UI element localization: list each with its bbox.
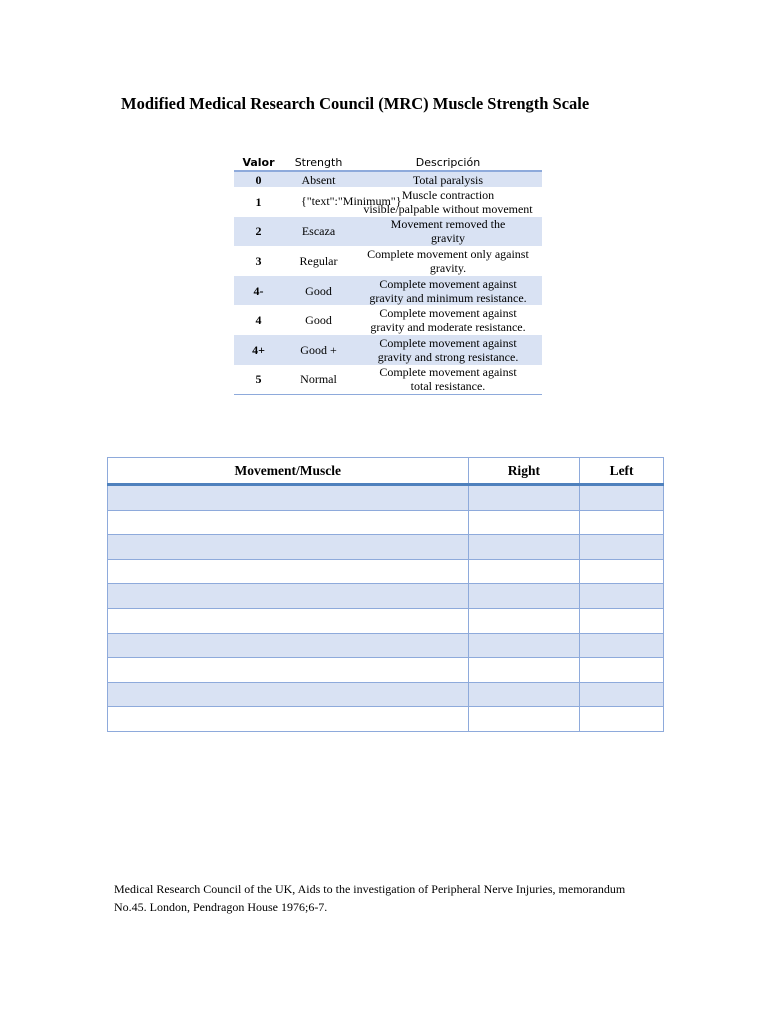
movement-cell[interactable] (108, 707, 469, 732)
grade-description (354, 217, 542, 247)
header-movement-muscle: Movement/Muscle (108, 458, 469, 485)
description-line: visible/palpable without movement (363, 201, 533, 216)
table-row (108, 584, 664, 609)
grade-description (354, 305, 542, 335)
description-line: Movement removed the (390, 217, 506, 232)
grade-value: 1 (255, 194, 262, 209)
header-right: Right (468, 458, 580, 485)
grade-strength: Good (305, 313, 332, 328)
grade-strength: Regular (299, 253, 338, 268)
grade-value: 2 (234, 217, 283, 247)
muscle-table-header-row (108, 458, 664, 485)
citation: Medical Research Council of the UK, Aids to the investigation of Peripheral Nerve Injuries, memorandum No.45. London, Pendragon House 1976;6-7. (114, 882, 626, 914)
right-cell[interactable] (468, 608, 580, 633)
left-cell[interactable] (580, 584, 664, 609)
left-cell[interactable] (580, 608, 664, 633)
scale-row (234, 217, 542, 247)
left-cell[interactable] (580, 707, 664, 732)
grade-strength: Escaza (283, 217, 354, 247)
description-line: gravity and minimum resistance. (369, 290, 527, 305)
table-row (108, 633, 664, 658)
right-cell[interactable] (468, 535, 580, 560)
scale-row (234, 365, 542, 395)
table-row (108, 535, 664, 560)
description-line: gravity and strong resistance. (377, 349, 519, 364)
movement-muscle-table (107, 457, 664, 732)
scale-row (234, 305, 542, 335)
left-cell[interactable] (580, 535, 664, 560)
header-strength: Strength (283, 154, 354, 171)
scale-row (234, 246, 542, 276)
movement-cell[interactable] (108, 608, 469, 633)
grade-description (354, 335, 542, 365)
grade-strength (283, 187, 402, 217)
scale-row (234, 335, 542, 365)
scale-table-header-row (234, 154, 542, 171)
left-cell[interactable] (580, 485, 664, 511)
scale-row (234, 187, 542, 217)
scale-row (234, 171, 542, 187)
description-line: Complete movement against (379, 276, 517, 291)
mrc-scale-table (234, 154, 542, 395)
grade-value: 4- (234, 276, 283, 306)
left-cell[interactable] (580, 510, 664, 535)
grade-value: 4 (255, 313, 262, 328)
right-cell[interactable] (468, 682, 580, 707)
table-row (108, 559, 664, 584)
description-line: total resistance. (410, 379, 486, 394)
movement-cell[interactable] (108, 633, 469, 658)
table-row (108, 658, 664, 683)
header-left: Left (580, 458, 664, 485)
right-cell[interactable] (468, 658, 580, 683)
scale-row (234, 276, 542, 306)
header-valor: Valor (234, 154, 283, 171)
description-line: Muscle contraction (401, 187, 495, 202)
description-line: gravity and moderate resistance. (370, 320, 526, 335)
table-row (108, 682, 664, 707)
page-title: Modified Medical Research Council (MRC) Muscle Strength Scale (121, 94, 590, 113)
right-cell[interactable] (468, 485, 580, 511)
right-cell[interactable] (468, 633, 580, 658)
movement-cell[interactable] (108, 510, 469, 535)
grade-strength: Good + (283, 335, 354, 365)
left-cell[interactable] (580, 682, 664, 707)
grade-strength: Absent (283, 171, 354, 187)
description-line: Complete movement only against (367, 246, 529, 261)
movement-cell[interactable] (108, 559, 469, 584)
movement-cell[interactable] (108, 658, 469, 683)
grade-strength: Good (283, 276, 354, 306)
movement-cell[interactable] (108, 535, 469, 560)
grade-description (354, 246, 542, 276)
description-line: Complete movement against (379, 306, 517, 321)
header-descripcion: Descripción (354, 154, 542, 171)
movement-cell[interactable] (108, 584, 469, 609)
left-cell[interactable] (580, 633, 664, 658)
movement-cell[interactable] (108, 682, 469, 707)
description-line: Complete movement against (379, 335, 517, 350)
right-cell[interactable] (468, 559, 580, 584)
grade-description (354, 276, 542, 306)
grade-value: 0 (234, 171, 283, 187)
grade-value: 3 (255, 253, 262, 268)
description-line: gravity. (429, 260, 467, 275)
table-row (108, 485, 664, 511)
table-row (108, 510, 664, 535)
movement-cell[interactable] (108, 485, 469, 511)
grade-description (354, 171, 542, 187)
left-cell[interactable] (580, 559, 664, 584)
grade-description (354, 365, 542, 395)
description-line: Complete movement against (379, 365, 517, 380)
grade-value: 5 (234, 365, 283, 395)
grade-strength-text: {"text":"Minimum"} (301, 194, 402, 208)
grade-strength: Normal (283, 365, 354, 395)
description-line: Total paralysis (412, 172, 484, 187)
right-cell[interactable] (468, 707, 580, 732)
table-row (108, 707, 664, 732)
table-row (108, 608, 664, 633)
left-cell[interactable] (580, 658, 664, 683)
right-cell[interactable] (468, 510, 580, 535)
right-cell[interactable] (468, 584, 580, 609)
description-line: gravity (431, 231, 465, 246)
grade-value: 4+ (234, 335, 283, 365)
